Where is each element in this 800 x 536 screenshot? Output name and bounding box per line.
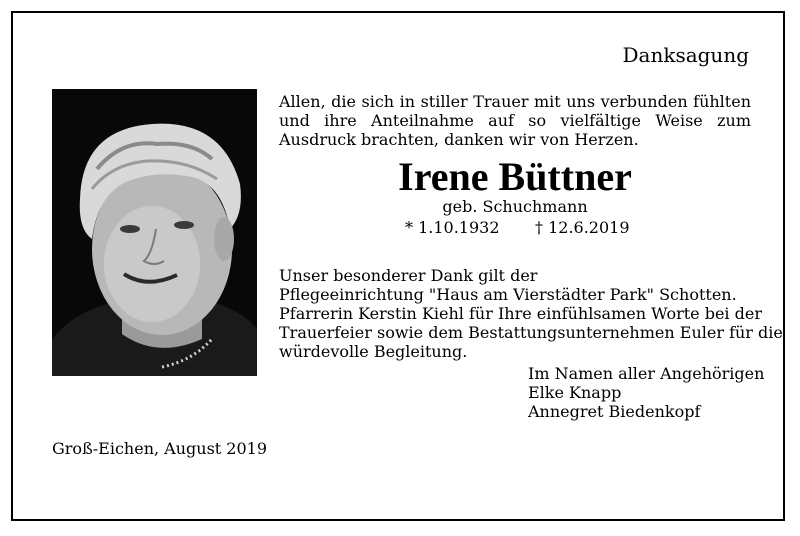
thanks-line: würdevolle Begleitung.	[279, 342, 468, 361]
birth-date: * 1.10.1932	[405, 218, 500, 237]
notice-heading: Danksagung	[622, 43, 749, 67]
portrait-photo	[52, 89, 257, 376]
signature-block	[528, 364, 764, 421]
on-behalf-text: Im Namen aller Angehörigen	[528, 364, 765, 383]
thanks-line: Trauerfeier sowie dem Bestattungsunternehmen Euler für die	[279, 323, 783, 342]
place-date: Groß-Eichen, August 2019	[52, 439, 268, 458]
signatory-name: Annegret Biedenkopf	[528, 402, 701, 421]
death-date: † 12.6.2019	[535, 218, 630, 237]
signatory-name: Elke Knapp	[528, 383, 622, 402]
thanks-line: Unser besonderer Dank gilt der	[279, 266, 538, 285]
thanks-paragraph	[279, 266, 783, 361]
birth-name: geb. Schuchmann	[442, 197, 588, 216]
intro-text: Allen, die sich in stiller Trauer mit uns verbunden fühlten und ihre Anteilnahme auf so vielfältige Weise zum Ausdruck brachten, danken wir von Herzen.	[279, 92, 751, 149]
thanks-line: Pfarrerin Kerstin Kiehl für Ihre einfühlsamen Worte bei der	[279, 304, 762, 323]
thanks-line: Pflegeeinrichtung "Haus am Vierstädter Park" Schotten.	[279, 285, 737, 304]
deceased-name: Irene Büttner	[398, 154, 632, 199]
